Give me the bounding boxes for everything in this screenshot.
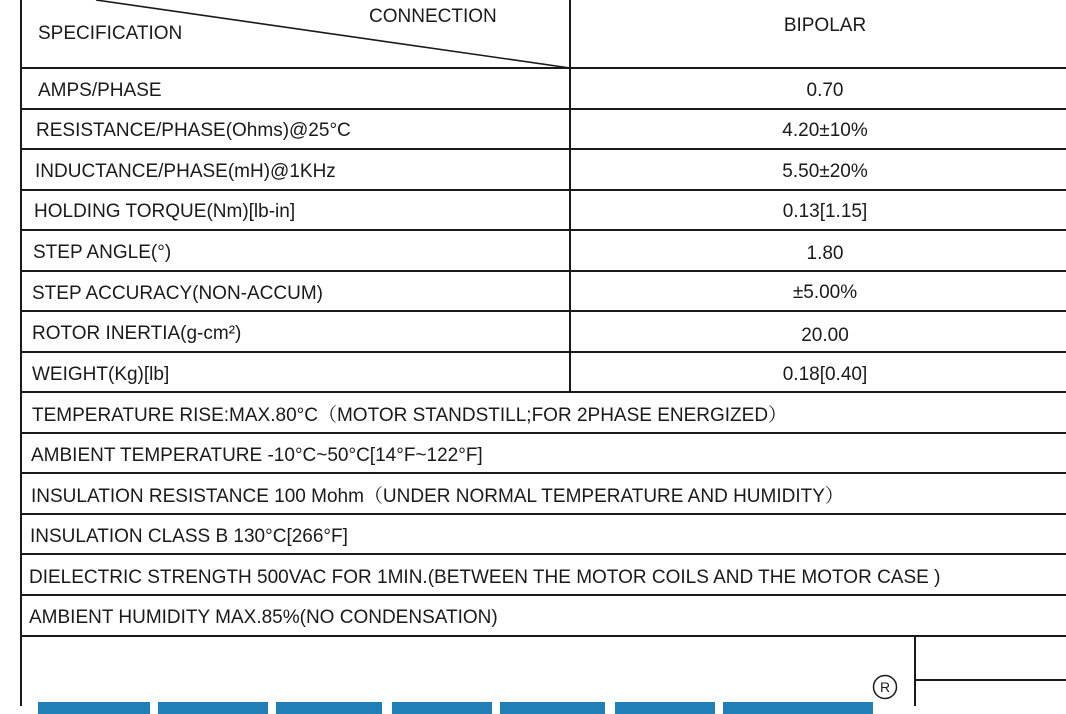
header-value-label: BIPOLAR	[783, 15, 867, 36]
spec-row-value: 0.13[1.15]	[782, 201, 868, 222]
spec-row-value: 0.18[0.40]	[782, 364, 868, 385]
spec-row-value: 20.00	[801, 325, 849, 346]
spec-row-label: STEP ANGLE(°)	[33, 242, 172, 263]
spec-row-value: 5.50±20%	[782, 161, 868, 182]
spec-row-label: INDUCTANCE/PHASE(mH)@1KHz	[35, 161, 336, 182]
logo-letter-gap	[715, 702, 723, 714]
note-ambient-temperature: AMBIENT TEMPERATURE -10°C~50°C[14°F~122°F]	[31, 445, 483, 466]
registered-mark-icon	[872, 674, 898, 700]
note-insulation-resistance: INSULATION RESISTANCE 100 Mohm（UNDER NORMAL TEMPERATURE AND HUMIDITY）	[31, 486, 844, 507]
spec-row-label: STEP ACCURACY(NON-ACCUM)	[32, 283, 324, 304]
spec-row-label: WEIGHT(Kg)[lb]	[32, 364, 170, 385]
note-insulation-class: INSULATION CLASS B 130°C[266°F]	[30, 526, 348, 547]
spec-row-value: 4.20±10%	[782, 120, 868, 141]
note-ambient-humidity: AMBIENT HUMIDITY MAX.85%(NO CONDENSATION)	[29, 607, 498, 628]
spec-row-label: AMPS/PHASE	[38, 80, 162, 101]
spec-row-value: 0.70	[806, 80, 844, 101]
note-temperature-rise: TEMPERATURE RISE:MAX.80°C（MOTOR STANDSTILL;FOR 2PHASE ENERGIZED）	[32, 405, 788, 426]
spec-row-label: RESISTANCE/PHASE(Ohms)@25°C	[36, 120, 351, 141]
header-connection-label: CONNECTION	[369, 6, 497, 27]
logo-letter-gap	[605, 702, 615, 714]
spec-row-label: HOLDING TORQUE(Nm)[lb-in]	[34, 201, 296, 222]
header-specification-label: SPECIFICATION	[38, 23, 183, 44]
svg-text:R: R	[879, 679, 891, 695]
logo-letter-gap	[382, 702, 392, 714]
spec-row-value: 1.80	[806, 243, 844, 264]
logo-letter-gap	[268, 702, 276, 714]
company-logo	[38, 702, 873, 714]
note-dielectric-strength: DIELECTRIC STRENGTH 500VAC FOR 1MIN.(BETWEEN THE MOTOR COILS AND THE MOTOR CASE )	[29, 567, 941, 588]
logo-letter-gap	[150, 702, 158, 714]
logo-letter-gap	[492, 702, 500, 714]
spec-row-value: ±5.00%	[792, 282, 858, 303]
spec-row-label: ROTOR INERTIA(g-cm²)	[32, 323, 242, 344]
